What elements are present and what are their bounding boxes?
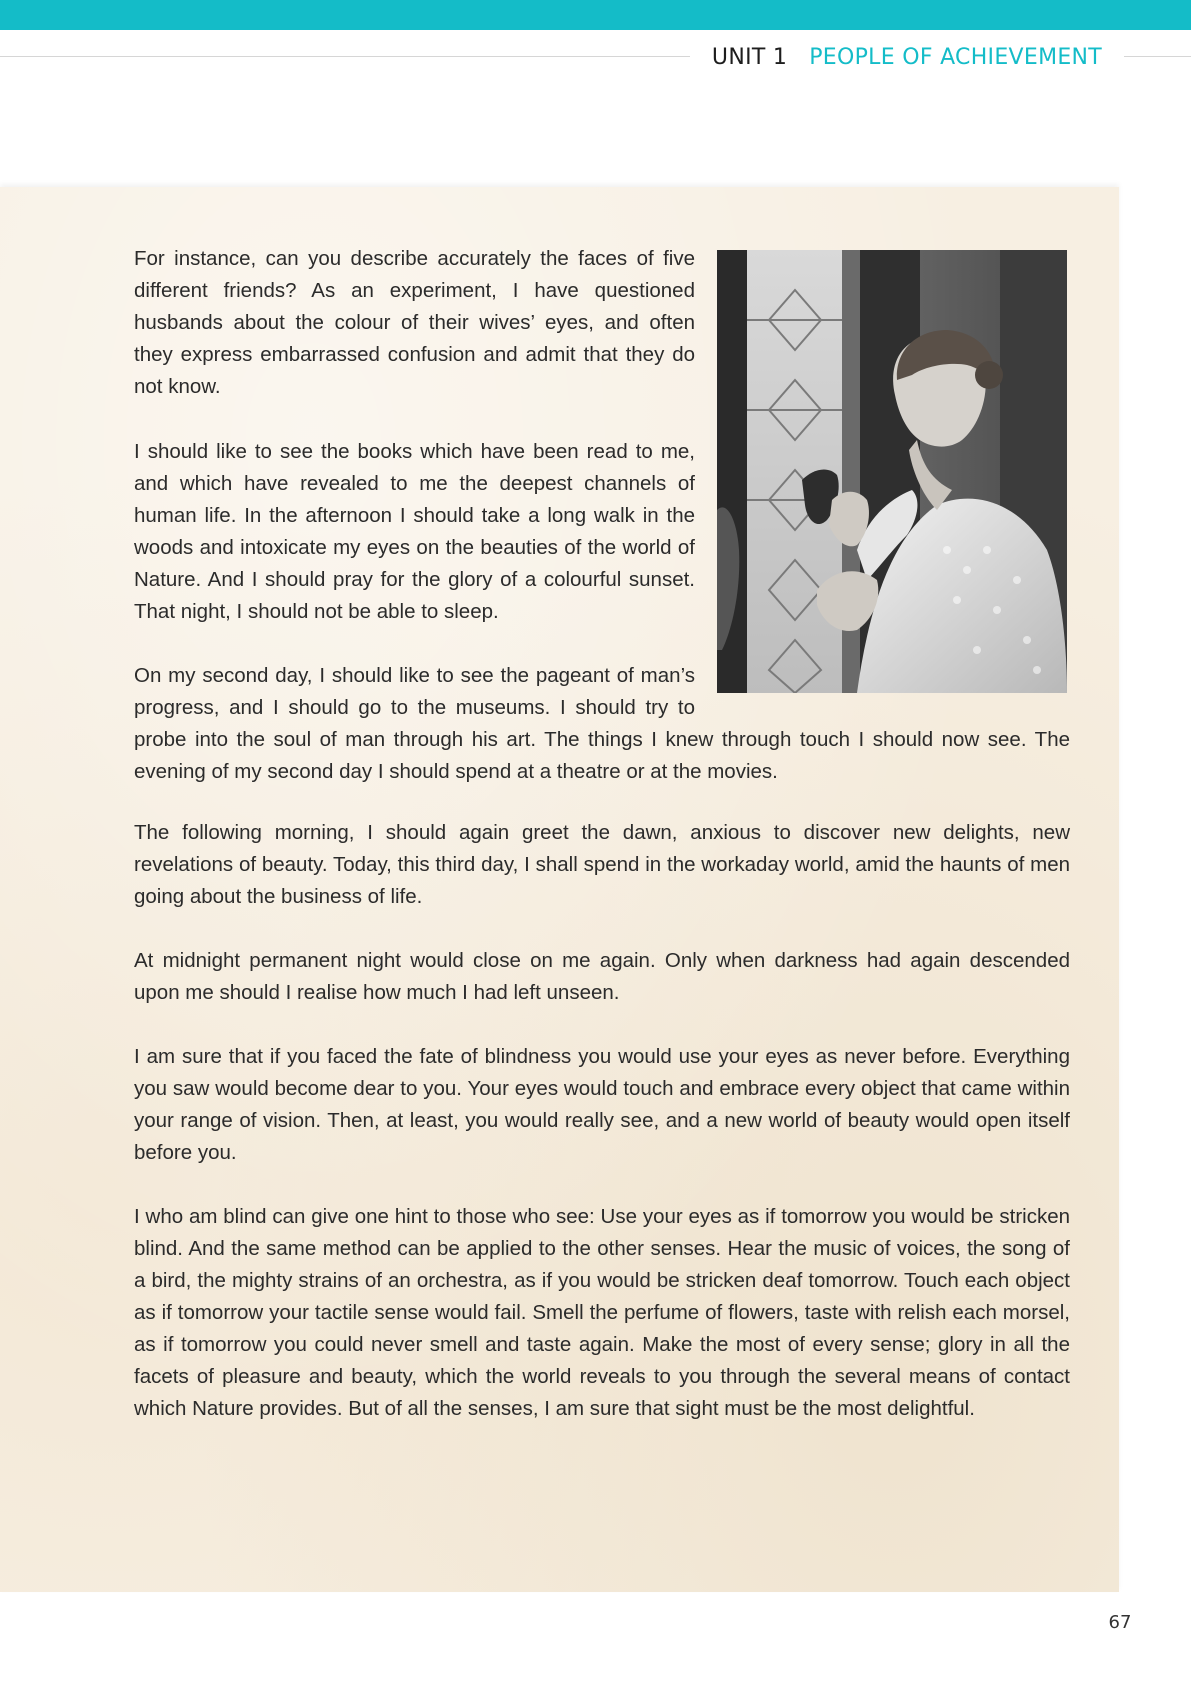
top-accent-bar [0, 0, 1191, 30]
paragraph-6: I am sure that if you faced the fate of blindness you would use your eyes as never before. Everything you saw would become dear to you. Your eyes would touch and embrace every object that came within your range of vision. Then, at least, you would really see, and a new world of beauty would open itself before you. [134, 1045, 1070, 1164]
paragraph-1: For instance, can you describe accurately the faces of five different friends? As an experiment, I have questioned husbands about the colour of their wives’ eyes, and often they express embarrassed confusion and admit that they do not know. [134, 247, 695, 398]
paragraph-3-container [134, 660, 1070, 788]
unit-title: PEOPLE OF ACHIEVEMENT [809, 44, 1103, 70]
paragraph-2: I should like to see the books which have been read to me, and which have revealed to me the deepest channels of human life. In the afternoon I should take a long walk in the woods and intoxicate my eyes on the beauties of the world of Nature. And I should pray for the glory of a colourful sunset. That night, I should not be able to sleep. [134, 440, 695, 623]
paragraph-3: On my second day, I should like to see the pageant of man’s progress, and I should go to the museums. I should try to probe into the soul of man through his art. The things I knew through touch I should now see. The evening of my second day I should spend at a theatre or at the movies. [134, 664, 1070, 783]
paragraph-7: I who am blind can give one hint to those who see: Use your eyes as if tomorrow you would be stricken blind. And the same method can be applied to the other senses. Hear the music of voices, the song of a bird, the mighty strains of an orchestra, as if you would be stricken deaf tomorrow. Touch each object as if tomorrow your tactile sense would fail. Smell the perfume of flowers, taste with relish each morsel, as if tomorrow you could never smell and taste again. Make the most of every sense; glory in all the facets of pleasure and beauty, which the world reveals to you through the several means of contact which Nature provides. But of all the senses, I am sure that sight must be the most delightful. [134, 1205, 1070, 1420]
running-header [690, 40, 1124, 74]
paragraph-5: At midnight permanent night would close on me again. Only when darkness had again descended upon me should I realise how much I had left unseen. [134, 949, 1070, 1004]
header-rule-right [1124, 56, 1191, 57]
woman-at-window-photo [717, 250, 1067, 693]
unit-label: UNIT 1 [711, 44, 788, 70]
paragraph-4: The following morning, I should again greet the dawn, anxious to discover new delights, new revelations of beauty. Today, this third day, I shall spend in the workaday world, amid the haunts of men going about the business of life. [134, 821, 1070, 908]
page-number: 67 [1108, 1612, 1132, 1633]
photo-wrap-spacer [695, 660, 1070, 724]
header-rule-left [0, 56, 690, 57]
